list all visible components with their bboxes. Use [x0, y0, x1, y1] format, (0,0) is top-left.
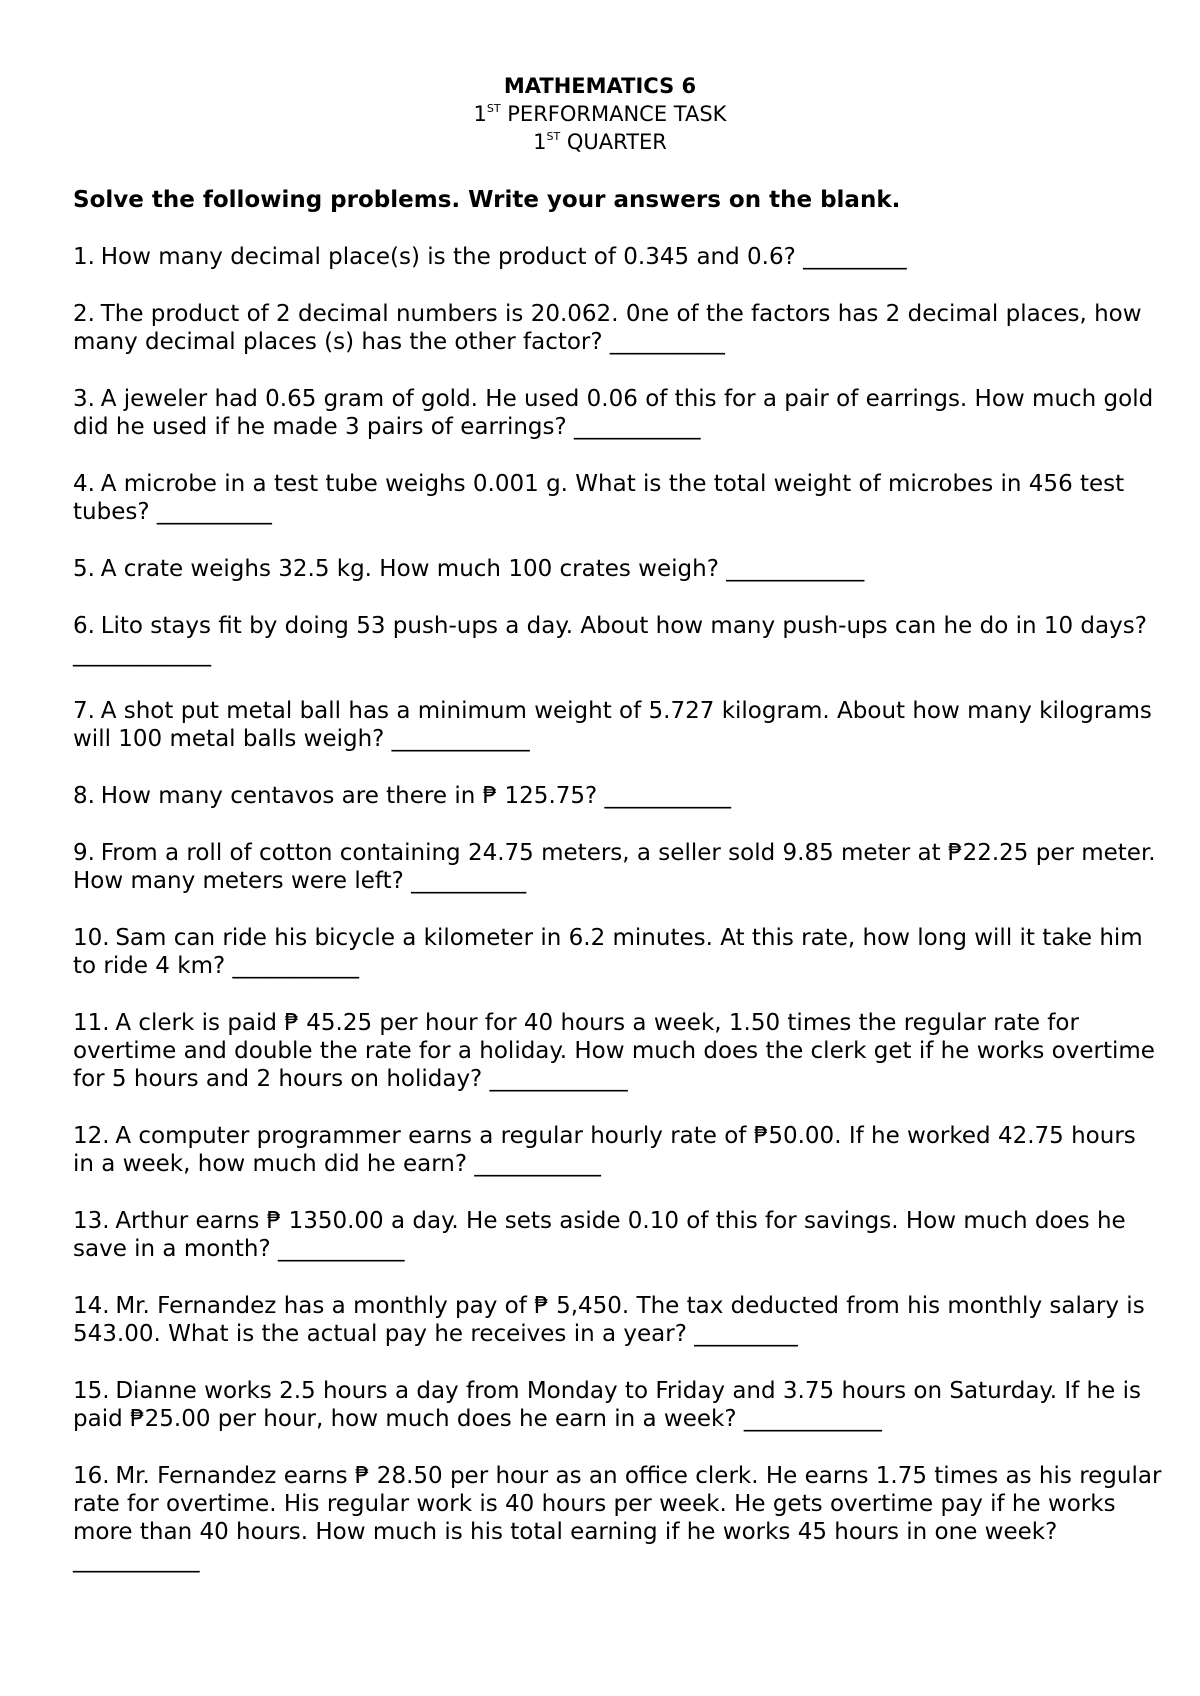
quarter-ordinal-suffix: ST	[546, 130, 561, 143]
question-item	[73, 1009, 1163, 1093]
question-number: 12.	[73, 1123, 110, 1149]
task-ordinal-number: 1	[473, 102, 487, 126]
task-ordinal-suffix: ST	[486, 102, 501, 115]
question-item	[73, 697, 1163, 753]
question-number: 10.	[73, 925, 110, 951]
question-text: From a roll of cotton containing 24.75 meters, a seller sold 9.85 meter at ₱22.25 per meter. How many meters were left? __________	[73, 840, 1156, 894]
question-item	[73, 1377, 1163, 1433]
question-text: Mr. Fernandez earns ₱ 28.50 per hour as an office clerk. He earns 1.75 times as his regular rate for overtime. His regular work is 40 hours per week. He gets overtime pay if he works more than 40 hours. How much is his total earning if he works 45 hours in one week? ___________	[73, 1463, 1162, 1573]
question-number: 15.	[73, 1378, 110, 1404]
quarter-ordinal-number: 1	[533, 130, 547, 154]
question-number: 8.	[73, 783, 95, 809]
question-item	[73, 1292, 1163, 1348]
question-number: 2.	[73, 301, 95, 327]
quarter-title	[0, 128, 1200, 156]
question-number: 6.	[73, 613, 95, 639]
quarter-label: QUARTER	[560, 130, 667, 154]
question-text: A clerk is paid ₱ 45.25 per hour for 40 hours a week, 1.50 times the regular rate for overtime and double the rate for a holiday. How much does the clerk get if he works overtime for 5 hours and 2 hours on holiday? ____________	[73, 1010, 1155, 1092]
question-item	[73, 300, 1163, 356]
question-number: 16.	[73, 1463, 110, 1489]
question-text: How many centavos are there in ₱ 125.75? ___________	[100, 783, 732, 809]
instructions: Solve the following problems. Write your answers on the blank.	[73, 187, 901, 213]
question-text: A crate weighs 32.5 kg. How much 100 crates weigh? ____________	[100, 556, 865, 582]
worksheet-header	[0, 72, 1200, 156]
question-text: Lito stays fit by doing 53 push-ups a day. About how many push-ups can he do in 10 days? ____________	[73, 613, 1147, 667]
question-text: A computer programmer earns a regular hourly rate of ₱50.00. If he worked 42.75 hours in a week, how much did he earn? ___________	[73, 1123, 1136, 1177]
question-number: 5.	[73, 556, 95, 582]
question-text: A microbe in a test tube weighs 0.001 g. What is the total weight of microbes in 456 test tubes? __________	[73, 471, 1125, 525]
question-item	[73, 1122, 1163, 1178]
question-list	[73, 243, 1163, 1603]
question-text: Mr. Fernandez has a monthly pay of ₱ 5,450. The tax deducted from his monthly salary is 543.00. What is the actual pay he receives in a year? _________	[73, 1293, 1145, 1347]
question-number: 1.	[73, 244, 95, 270]
question-item	[73, 470, 1163, 526]
question-item	[73, 839, 1163, 895]
question-number: 9.	[73, 840, 95, 866]
question-item	[73, 1207, 1163, 1263]
question-number: 3.	[73, 386, 95, 412]
question-number: 13.	[73, 1208, 110, 1234]
question-item	[73, 782, 1163, 810]
question-number: 11.	[73, 1010, 110, 1036]
question-item	[73, 612, 1163, 668]
question-item	[73, 924, 1163, 980]
question-text: Arthur earns ₱ 1350.00 a day. He sets aside 0.10 of this for savings. How much does he save in a month? ___________	[73, 1208, 1126, 1262]
question-item	[73, 555, 1163, 583]
question-item	[73, 385, 1163, 441]
question-number: 7.	[73, 698, 95, 724]
task-label: PERFORMANCE TASK	[500, 102, 727, 126]
task-title	[0, 100, 1200, 128]
subject-title: MATHEMATICS 6	[503, 74, 697, 98]
question-text: A jeweler had 0.65 gram of gold. He used 0.06 of this for a pair of earrings. How much gold did he used if he made 3 pairs of earrings? ___________	[73, 386, 1154, 440]
question-number: 14.	[73, 1293, 110, 1319]
question-text: A shot put metal ball has a minimum weight of 5.727 kilogram. About how many kilograms will 100 metal balls weigh? ____________	[73, 698, 1152, 752]
question-number: 4.	[73, 471, 95, 497]
question-text: Dianne works 2.5 hours a day from Monday to Friday and 3.75 hours on Saturday. If he is paid ₱25.00 per hour, how much does he earn in a week? ____________	[73, 1378, 1141, 1432]
question-item	[73, 243, 1163, 271]
question-text: Sam can ride his bicycle a kilometer in 6.2 minutes. At this rate, how long will it take him to ride 4 km? ___________	[73, 925, 1143, 979]
question-item	[73, 1462, 1163, 1574]
question-text: The product of 2 decimal numbers is 20.062. 0ne of the factors has 2 decimal places, how many decimal places (s) has the other factor? __________	[73, 301, 1142, 355]
question-text: How many decimal place(s) is the product of 0.345 and 0.6? _________	[100, 244, 907, 270]
